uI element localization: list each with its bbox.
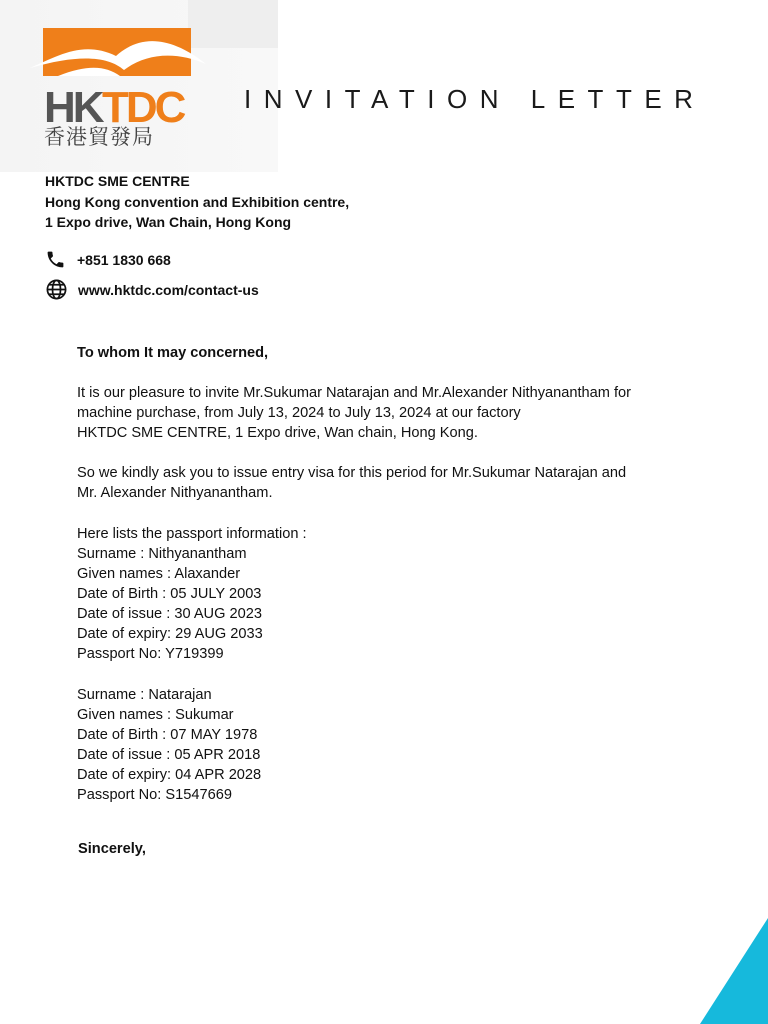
visa-line: Mr. Alexander Nithyanantham. — [77, 485, 273, 502]
passport-dob: Date of Birth : 05 JULY 2003 — [77, 585, 262, 602]
invite-line: HKTDC SME CENTRE, 1 Expo drive, Wan chain, Hong Kong. — [77, 425, 478, 442]
invite-line: machine purchase, from July 13, 2024 to July 13, 2024 at our factory — [77, 405, 521, 422]
page-title: INVITATION LETTER — [244, 84, 706, 114]
corner-accent — [700, 918, 768, 1024]
salutation: To whom It may concerned, — [77, 345, 269, 361]
passport-expiry-date: Date of expiry: 04 APR 2028 — [77, 767, 262, 784]
svg-text:香港貿發局: 香港貿發局 — [44, 125, 154, 149]
passport-block-2 — [77, 685, 737, 806]
passport-block-1 — [77, 524, 737, 665]
phone-row — [45, 249, 171, 270]
website-row — [45, 278, 259, 301]
address-line-1: HKTDC SME CENTRE — [45, 173, 190, 189]
passport-surname: Surname : Natarajan — [77, 686, 212, 703]
corner-triangle — [700, 918, 768, 1024]
phone-number[interactable]: +851 1830 668 — [77, 251, 171, 268]
passport-number: Passport No: S1547669 — [77, 787, 232, 804]
letter-body — [77, 343, 737, 826]
address-line-2: Hong Kong convention and Exhibition centre, — [45, 193, 350, 210]
website-link[interactable]: www.hktdc.com/contact-us — [78, 281, 259, 298]
passport-issue-date: Date of issue : 30 AUG 2023 — [77, 605, 262, 622]
closing: Sincerely, — [78, 841, 146, 857]
passport-surname: Surname : Nithyanantham — [77, 545, 247, 562]
svg-text:HK: HK — [44, 83, 102, 132]
globe-icon — [45, 278, 68, 301]
address-line-3: 1 Expo drive, Wan Chain, Hong Kong — [45, 214, 292, 230]
invite-paragraph — [77, 383, 737, 443]
address-block — [45, 171, 349, 233]
svg-text:TDC: TDC — [102, 83, 184, 132]
passport-expiry-date: Date of expiry: 29 AUG 2033 — [77, 626, 263, 643]
invite-line: It is our pleasure to invite Mr.Sukumar Natarajan and Mr.Alexander Nithyanantham for — [77, 385, 632, 402]
passport-number: Passport No: Y719399 — [77, 646, 224, 663]
logo-area — [0, 0, 278, 172]
passport-dob: Date of Birth : 07 MAY 1978 — [77, 726, 258, 743]
visa-paragraph — [77, 463, 737, 503]
passport-given-names: Given names : Sukumar — [77, 706, 234, 723]
passport-intro: Here lists the passport information : — [77, 525, 307, 542]
passport-issue-date: Date of issue : 05 APR 2018 — [77, 747, 261, 763]
hktdc-logo — [28, 26, 208, 150]
phone-icon — [45, 249, 66, 270]
visa-line: So we kindly ask you to issue entry visa for this period for Mr.Sukumar Natarajan and — [77, 465, 627, 482]
passport-given-names: Given names : Alaxander — [77, 565, 241, 582]
